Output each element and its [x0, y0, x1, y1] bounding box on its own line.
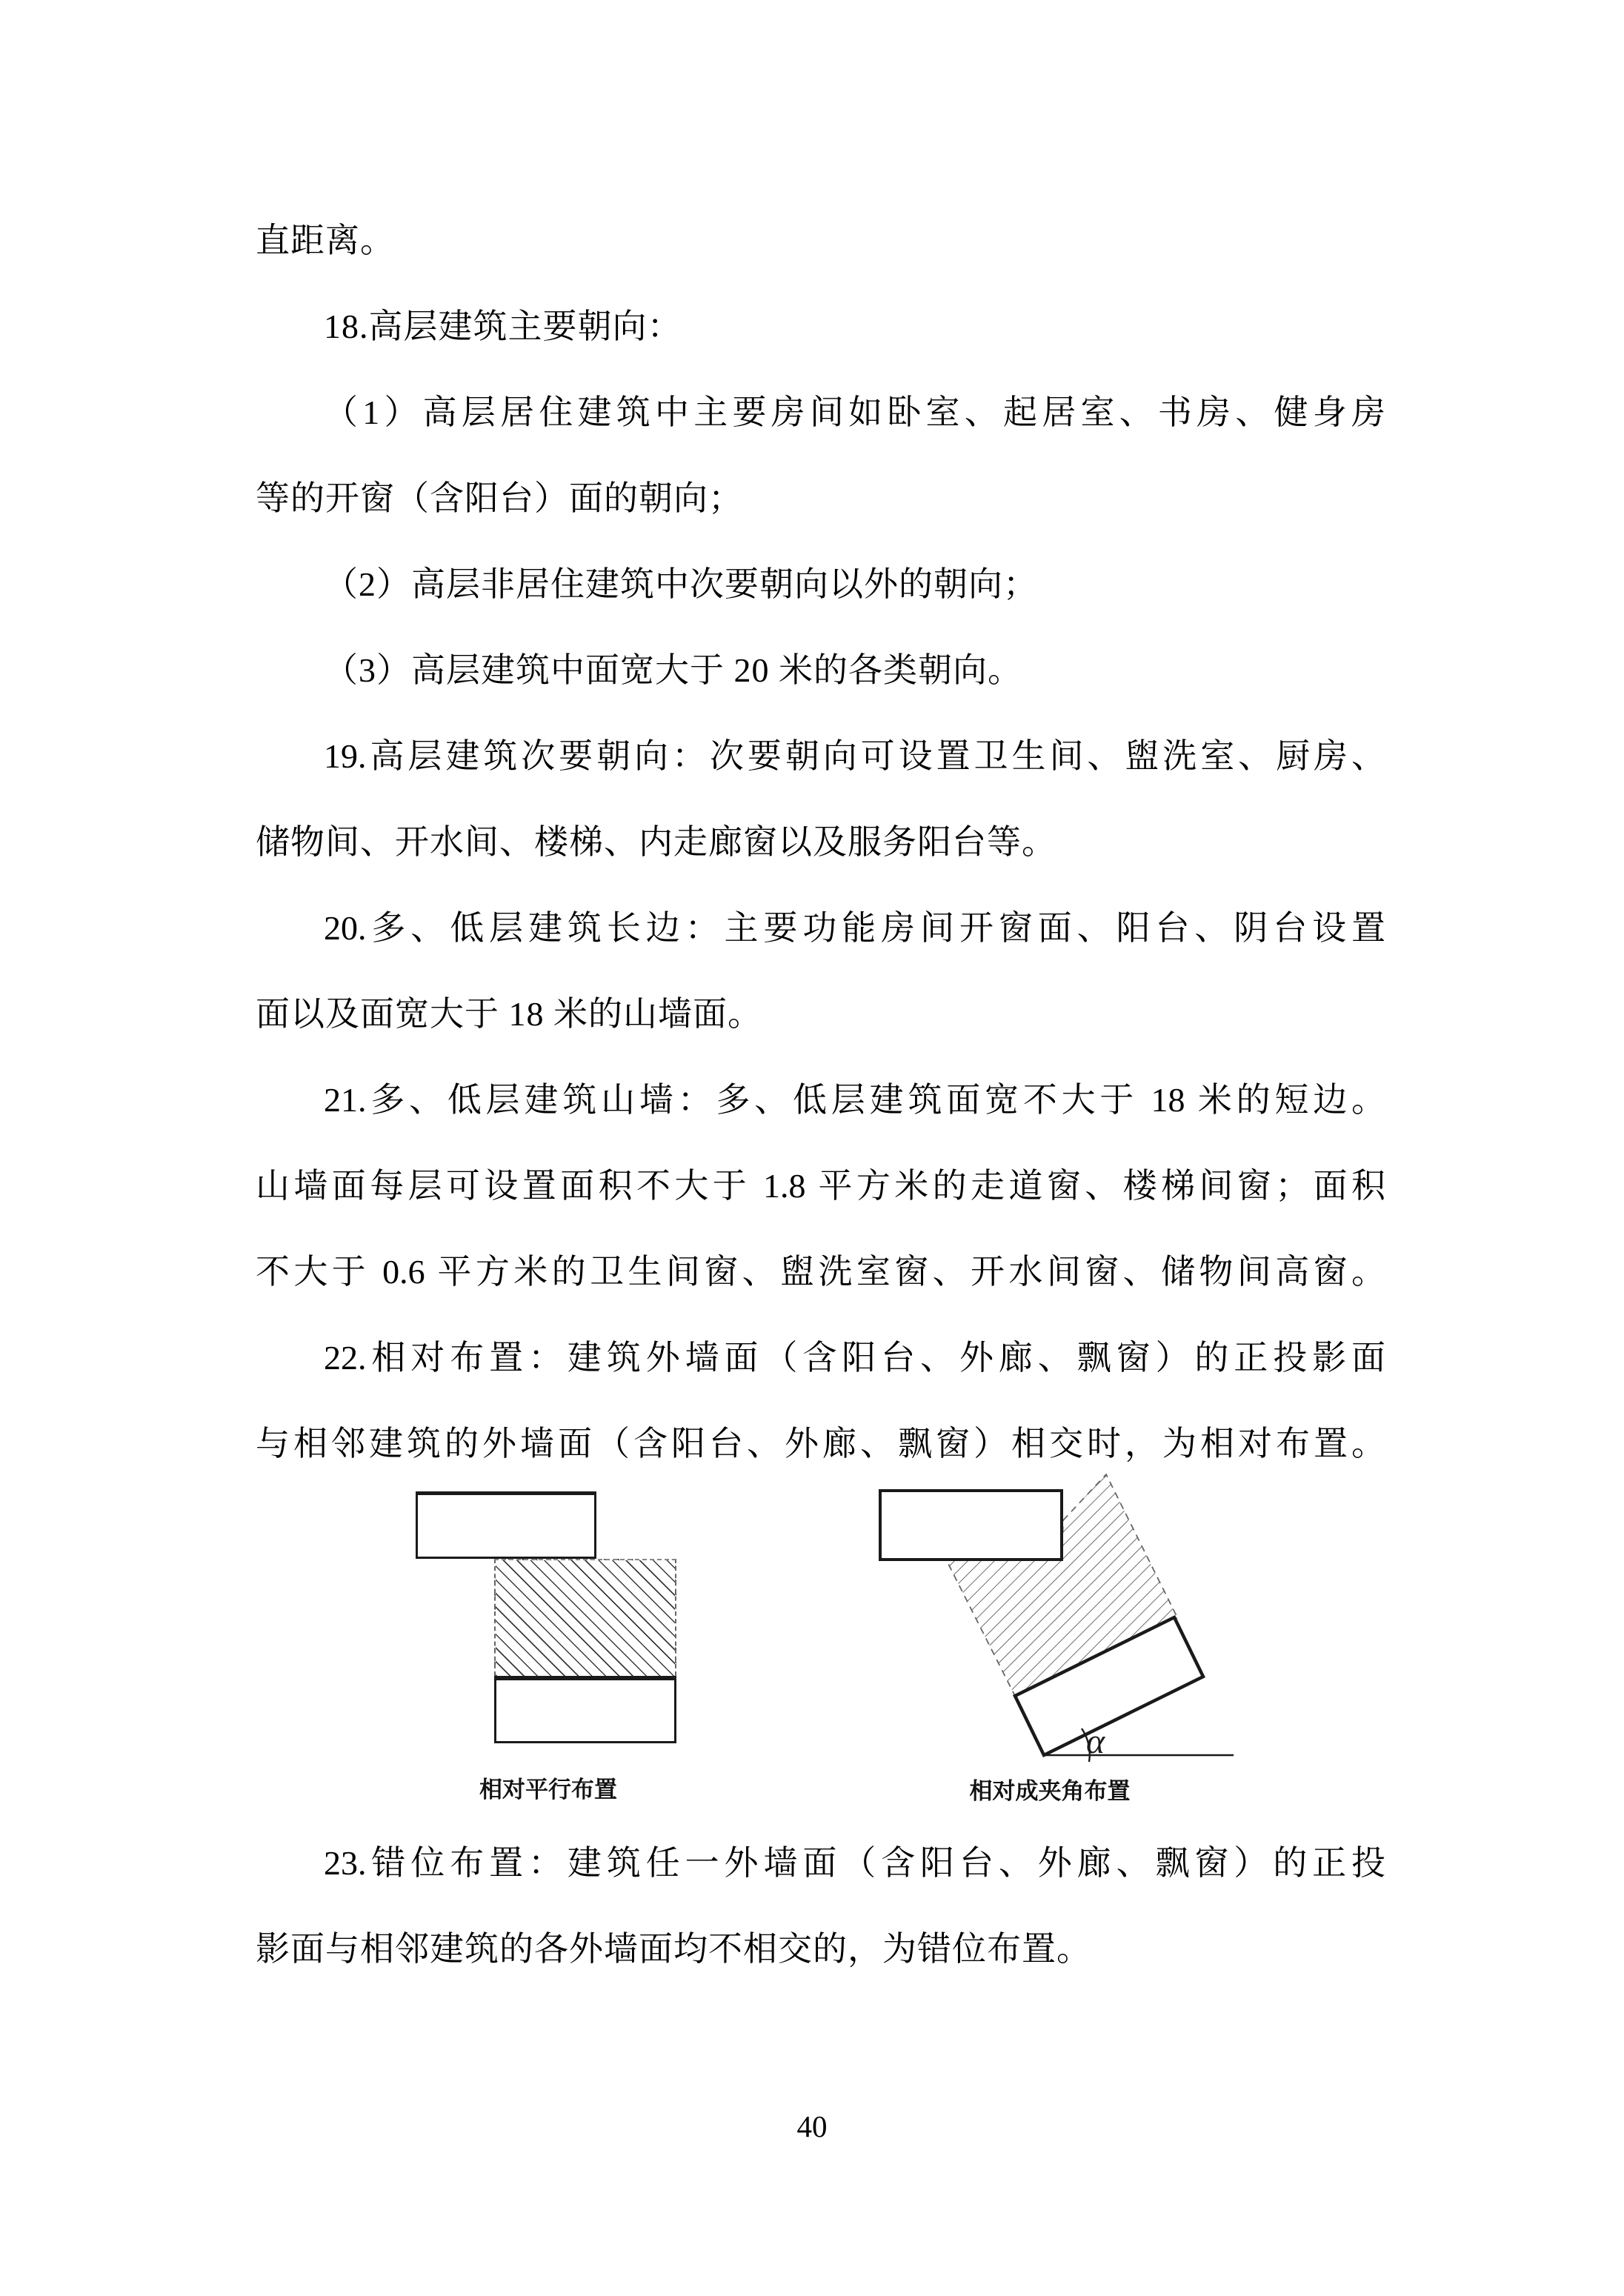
building-rectangle-top: [880, 1491, 1062, 1560]
body-text-block: [256, 198, 1385, 1487]
text-line: （3）高层建筑中面宽大于 20 米的各类朝向。: [324, 651, 1022, 689]
text-line: 直距离。: [256, 222, 395, 259]
text-line: 与相邻建筑的外墙面（含阳台、外廊、飘窗）相交时，为相对布置。: [256, 1425, 1385, 1463]
text-line: 等的开窗（含阳台）面的朝向；: [256, 479, 743, 517]
text-line: 21.多、低层建筑山墙：多、低层建筑面宽不大于 18 米的短边。: [324, 1081, 1385, 1119]
figure-caption-angled: 相对成夹角布置: [969, 1778, 1131, 1804]
building-rectangle-bottom: [494, 1676, 676, 1743]
text-line: 储物间、开水间、楼梯、内走廊窗以及服务阳台等。: [256, 823, 1056, 861]
page-number: 40: [796, 2109, 828, 2143]
text-line: 23.错位布置：建筑任一外墙面（含阳台、外廊、飘窗）的正投: [324, 1844, 1385, 1882]
building-rectangle-top: [416, 1491, 596, 1559]
body-text-block-bottom: [256, 1820, 1385, 1992]
angle-symbol: α: [1086, 1722, 1105, 1761]
text-line: 22.相对布置：建筑外墙面（含阳台、外廊、飘窗）的正投影面: [324, 1339, 1385, 1377]
text-line: 18.高层建筑主要朝向：: [324, 307, 682, 345]
figure-angled-arrangement: [852, 1452, 1415, 1808]
text-line: （2）高层非居住建筑中次要朝向以外的朝向；: [324, 565, 1038, 603]
figure-caption-parallel: 相对平行布置: [479, 1777, 617, 1803]
hatched-overlap-area: [494, 1559, 676, 1676]
text-line: （1）高层居住建筑中主要房间如卧室、起居室、书房、健身房: [324, 393, 1385, 431]
text-line: 山墙面每层可设置面积不大于 1.8 平方米的走道窗、楼梯间窗；面积: [256, 1167, 1385, 1205]
text-line: 20.多、低层建筑长边：主要功能房间开窗面、阳台、阴台设置: [324, 909, 1385, 947]
text-line: 19.高层建筑次要朝向：次要朝向可设置卫生间、盥洗室、厨房、: [324, 737, 1385, 775]
text-line: 不大于 0.6 平方米的卫生间窗、盥洗室窗、开水间窗、储物间高窗。: [256, 1253, 1385, 1291]
text-line: 面以及面宽大于 18 米的山墙面。: [256, 995, 762, 1033]
text-line: 影面与相邻建筑的各外墙面均不相交的，为错位布置。: [256, 1930, 1091, 1968]
